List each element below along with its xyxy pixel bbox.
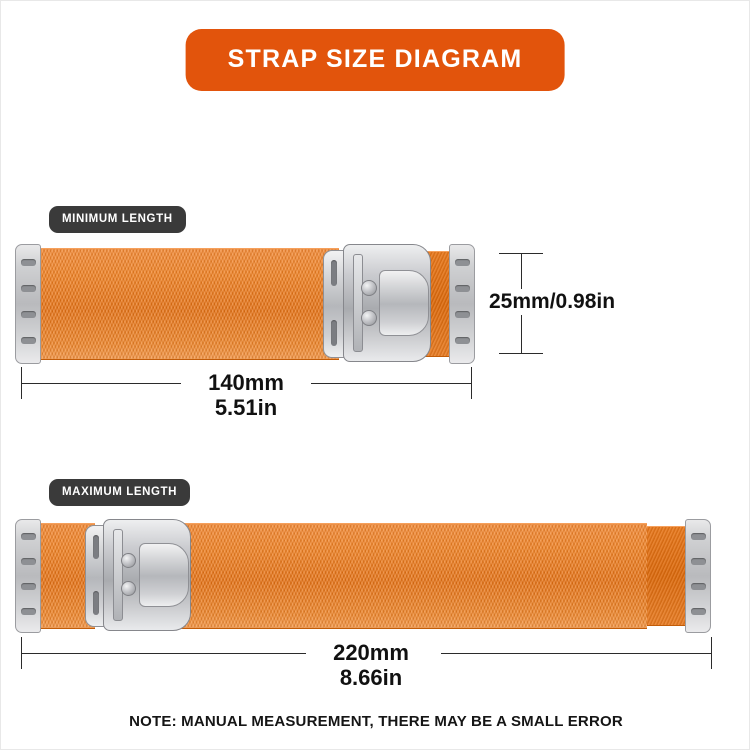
max-length-tick-left	[21, 637, 22, 669]
watch-lug-left-max	[15, 519, 41, 633]
tag-minimum-length: MINIMUM LENGTH	[49, 206, 186, 233]
max-length-tick-right	[711, 637, 712, 669]
watch-lug-right-max	[685, 519, 711, 633]
min-length-tick-left	[21, 367, 22, 399]
watch-lug-left	[15, 244, 41, 364]
tag-maximum-length: MAXIMUM LENGTH	[49, 479, 190, 506]
watch-lug-right	[449, 244, 475, 364]
metal-buckle	[323, 244, 433, 364]
page-title: STRAP SIZE DIAGRAM	[186, 29, 565, 91]
min-length-line-right	[301, 383, 471, 384]
band-fabric-right-max	[167, 523, 647, 629]
min-length-label: 140mm 5.51in	[181, 371, 311, 420]
min-length-line-left	[21, 383, 191, 384]
band-fabric-left	[39, 248, 339, 360]
metal-buckle-max	[85, 519, 195, 633]
max-length-label: 220mm 8.66in	[306, 641, 436, 690]
min-length-tick-right	[471, 367, 472, 399]
max-length-line-right	[441, 653, 711, 654]
width-tick-top	[499, 253, 543, 254]
max-length-line-left	[21, 653, 311, 654]
footer-note: NOTE: MANUAL MEASUREMENT, THERE MAY BE A SMALL ERROR	[129, 713, 623, 730]
width-tick-bottom	[499, 353, 543, 354]
width-dimension-label: 25mm/0.98in	[485, 289, 619, 315]
